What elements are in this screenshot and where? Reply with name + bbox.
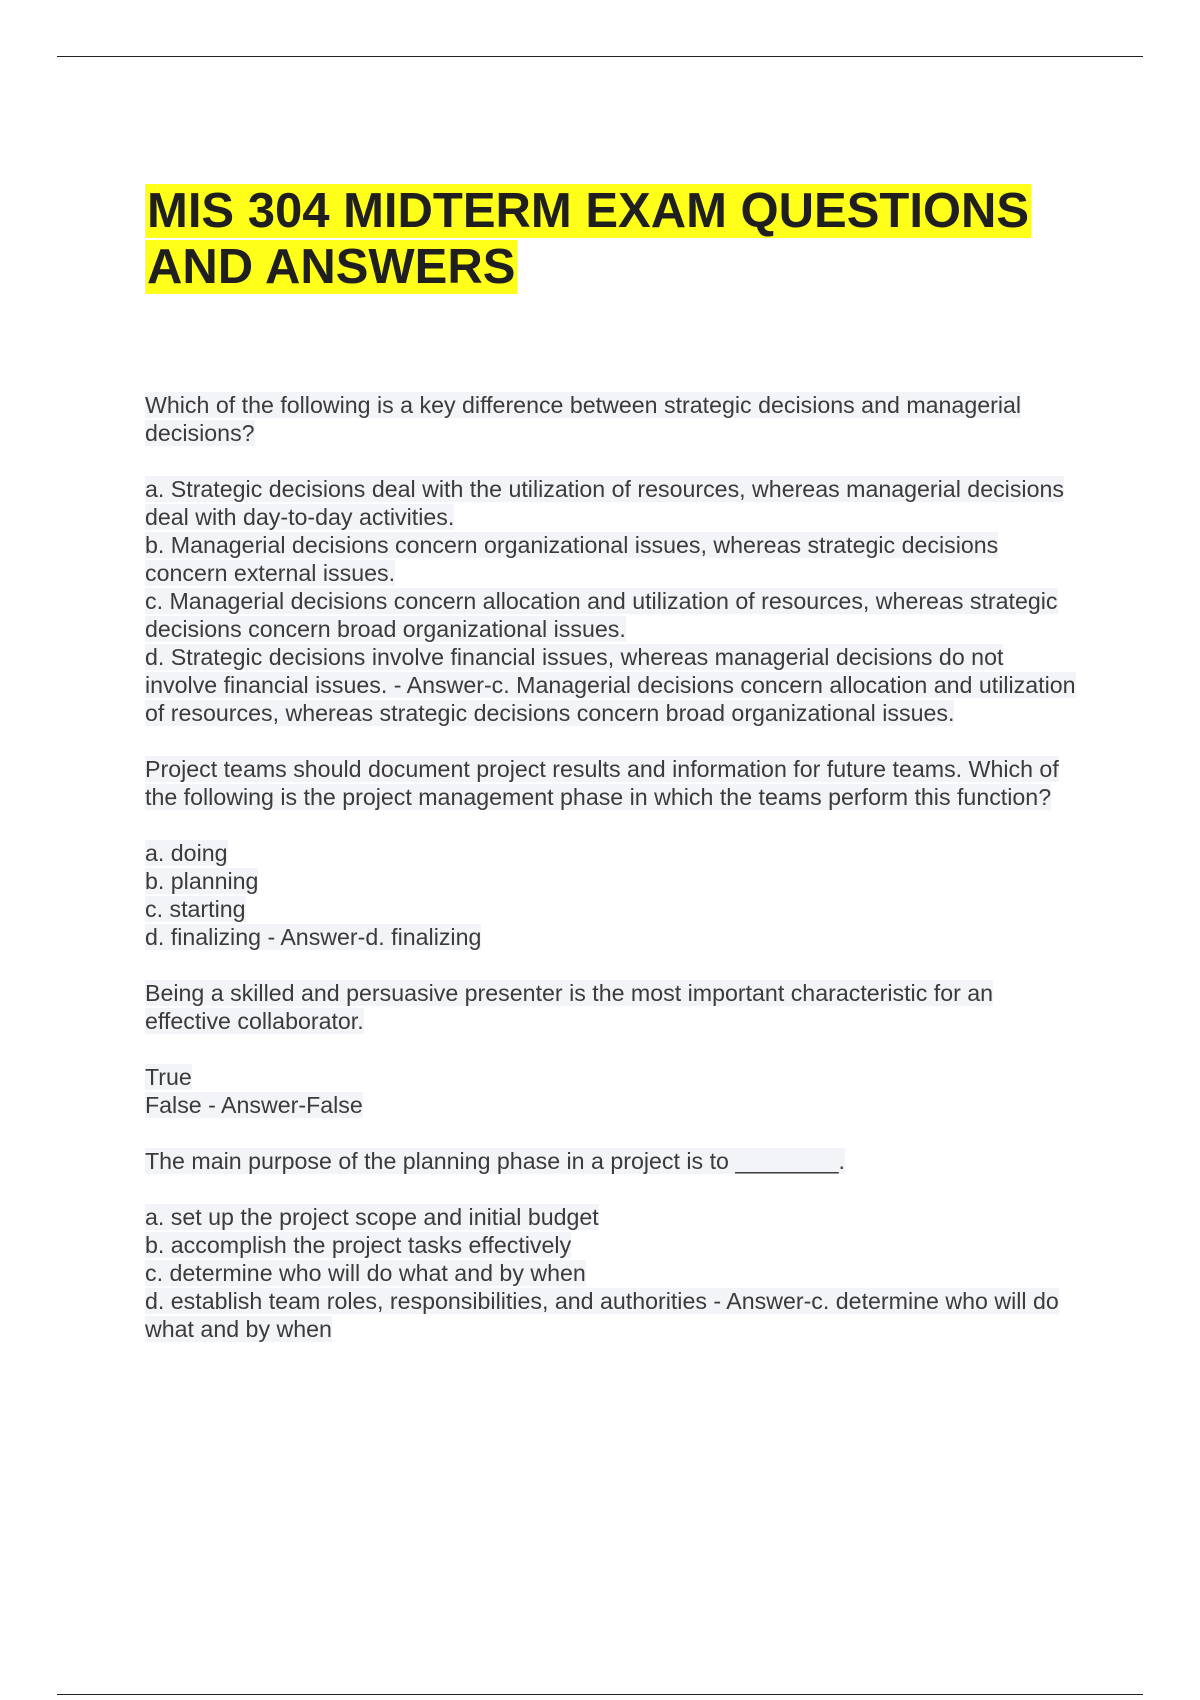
- qa-item: [145, 979, 1080, 1119]
- answer-option: True: [145, 1064, 192, 1090]
- page-title: [145, 183, 1085, 295]
- answer-option-with-answer: False - Answer-False: [145, 1092, 363, 1118]
- question-text: Which of the following is a key difference between strategic decisions and managerial decisions?: [145, 392, 1022, 446]
- answer-option: a. doing: [145, 840, 228, 866]
- top-divider: [57, 56, 1143, 57]
- qa-item: [145, 1147, 1080, 1343]
- title-highlight: MIS 304 MIDTERM EXAM QUESTIONS AND ANSWERS: [147, 184, 1030, 294]
- question-text: The main purpose of the planning phase in a project is to ________.: [145, 1148, 845, 1174]
- answer-option: c. determine who will do what and by when: [145, 1260, 586, 1286]
- question-text: Project teams should document project results and information for future teams. Which of the following is the project management phase in which the teams perform this function?: [145, 756, 1059, 810]
- answer-option-with-answer: d. establish team roles, responsibilities, and authorities - Answer-c. determine who will do what and by when: [145, 1288, 1059, 1342]
- answer-option-with-answer: d. finalizing - Answer-d. finalizing: [145, 924, 482, 950]
- question-text: Being a skilled and persuasive presenter is the most important characteristic for an effective collaborator.: [145, 980, 994, 1034]
- answer-option: b. Managerial decisions concern organizational issues, whereas strategic decisions concern external issues.: [145, 532, 999, 586]
- answer-option: b. planning: [145, 868, 259, 894]
- answer-option: a. set up the project scope and initial budget: [145, 1204, 599, 1230]
- answer-option: b. accomplish the project tasks effectively: [145, 1232, 572, 1258]
- answer-option: c. Managerial decisions concern allocation and utilization of resources, whereas strategic decisions concern broad organizational issues.: [145, 588, 1058, 642]
- bottom-divider: [57, 1694, 1143, 1695]
- qa-item: [145, 755, 1080, 951]
- answer-option: c. starting: [145, 896, 246, 922]
- answer-option-with-answer: d. Strategic decisions involve financial issues, whereas managerial decisions do not involve financial issues. - Answer-c. Managerial decisions concern allocation and utilization of resources, whereas strategic decisions concern broad organizational issues.: [145, 644, 1076, 726]
- qa-item: [145, 391, 1080, 727]
- qa-content: [145, 391, 1080, 1371]
- answer-option: a. Strategic decisions deal with the utilization of resources, whereas managerial decisions deal with day-to-day activities.: [145, 476, 1064, 530]
